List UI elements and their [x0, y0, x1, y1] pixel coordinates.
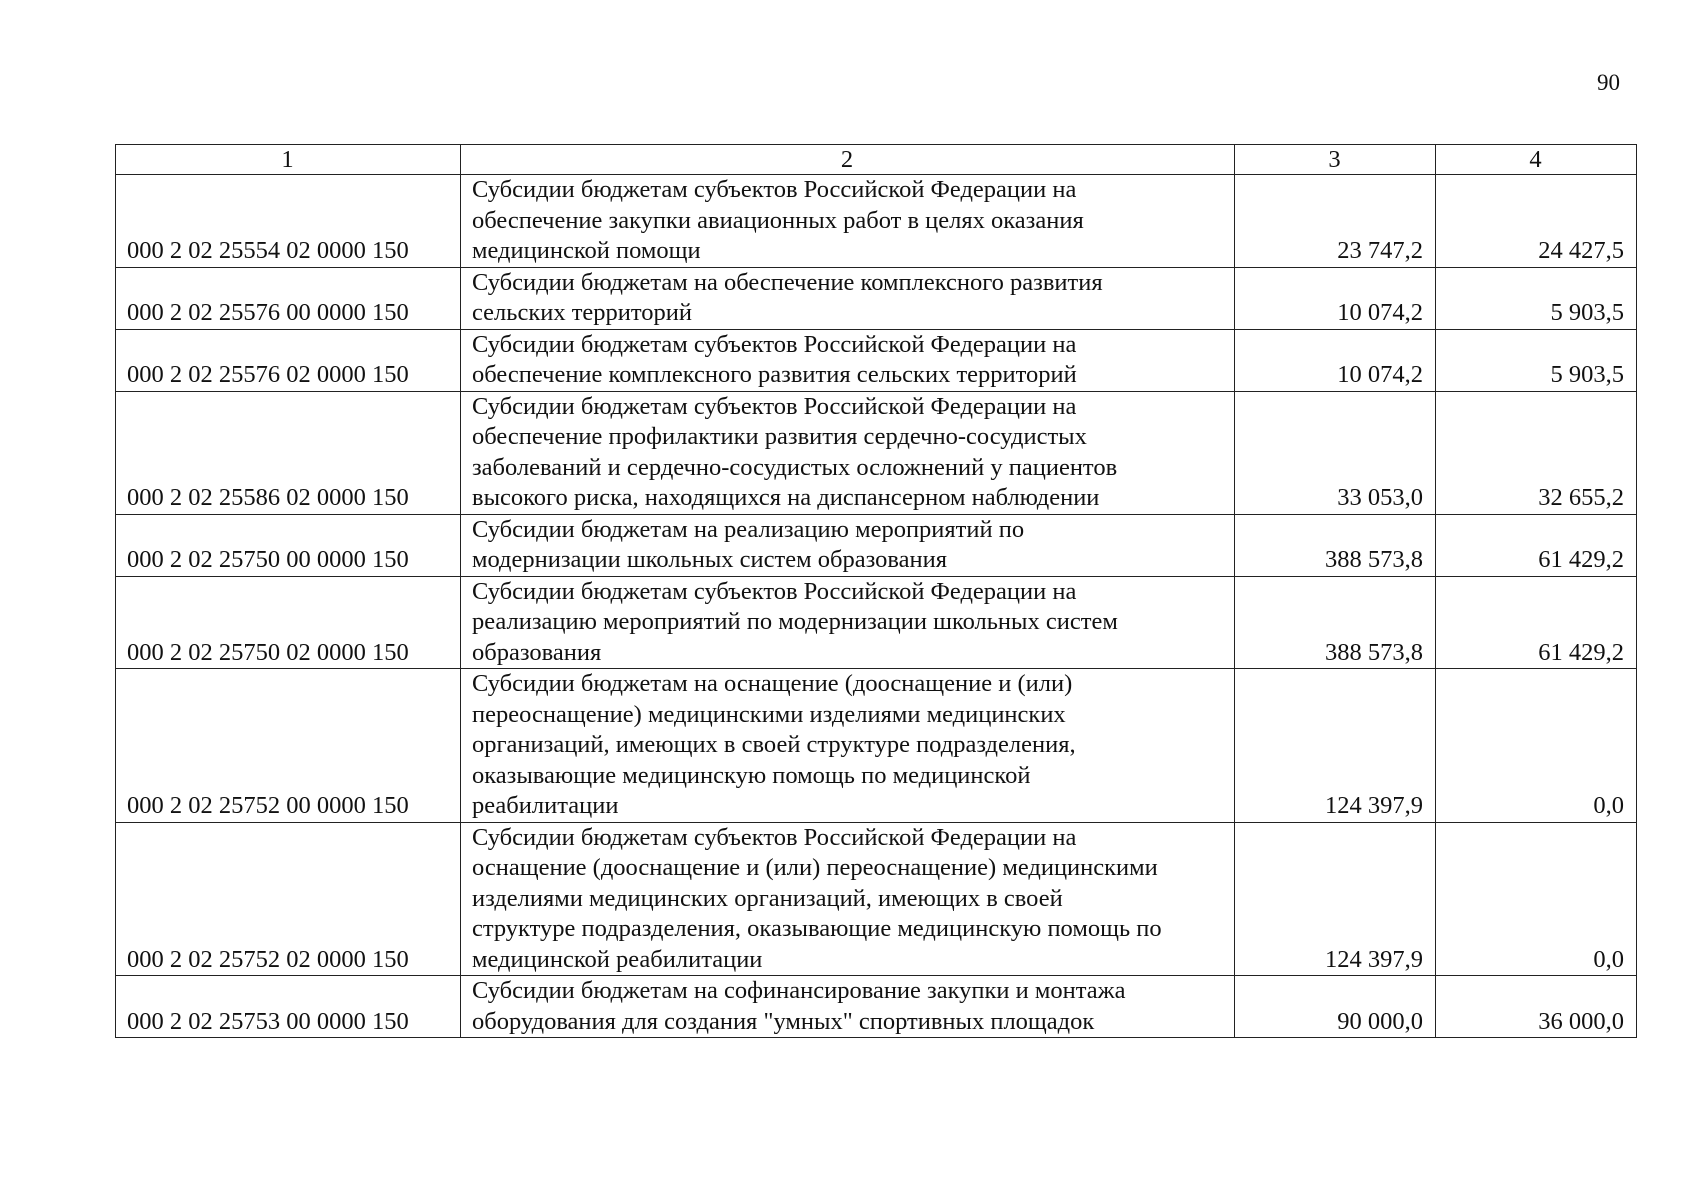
header-cell-4: 4: [1436, 145, 1637, 175]
description-line: изделиями медицинских организаций, имеющих в своей: [472, 884, 1063, 912]
description-cell: [461, 822, 1235, 976]
description-line: Субсидии бюджетам субъектов Российской Федерации на: [472, 823, 1077, 851]
budget-table: [115, 144, 1637, 1038]
header-cell-2: 2: [461, 145, 1235, 175]
table-header: [116, 145, 1637, 175]
table-row: [116, 669, 1637, 823]
description-line: обеспечение комплексного развития сельских территорий: [472, 361, 1077, 388]
budget-code-cell: 000 2 02 25752 02 0000 150: [116, 822, 461, 976]
table-row: [116, 514, 1637, 576]
table-row: [116, 329, 1637, 391]
description-cell: [461, 329, 1235, 391]
description-line: оказывающие медицинскую помощь по медицинской: [472, 761, 1031, 789]
page-number: 90: [1597, 70, 1620, 95]
amount-col4-cell: 61 429,2: [1436, 514, 1637, 576]
description-cell: [461, 976, 1235, 1038]
header-cell-3: 3: [1235, 145, 1436, 175]
amount-col4-cell: 5 903,5: [1436, 329, 1637, 391]
description-line: Субсидии бюджетам субъектов Российской Федерации на: [472, 330, 1077, 358]
table-row: [116, 175, 1637, 268]
amount-col3-cell: 10 074,2: [1235, 267, 1436, 329]
description-line: переоснащение) медицинскими изделиями медицинских: [472, 700, 1066, 728]
budget-code-cell: 000 2 02 25750 02 0000 150: [116, 576, 461, 669]
description-line: Субсидии бюджетам субъектов Российской Федерации на: [472, 176, 1077, 203]
description-line: модернизации школьных систем образования: [472, 546, 947, 573]
amount-col3-cell: 23 747,2: [1235, 175, 1436, 268]
description-line: высокого риска, находящихся на диспансерном наблюдении: [472, 484, 1100, 511]
amount-col3-cell: 388 573,8: [1235, 576, 1436, 669]
description-line: обеспечение профилактики развития сердечно-сосудистых: [472, 423, 1087, 450]
table-row: [116, 576, 1637, 669]
amount-col4-cell: 61 429,2: [1436, 576, 1637, 669]
amount-col3-cell: 10 074,2: [1235, 329, 1436, 391]
description-line: медицинской реабилитации: [472, 945, 763, 973]
budget-code-cell: 000 2 02 25576 02 0000 150: [116, 329, 461, 391]
budget-code-cell: 000 2 02 25750 00 0000 150: [116, 514, 461, 576]
description-cell: [461, 669, 1235, 823]
description-line: оснащение (дооснащение и (или) переоснащение) медицинскими: [472, 854, 1158, 881]
amount-col4-cell: 36 000,0: [1436, 976, 1637, 1038]
amount-col4-cell: 0,0: [1436, 669, 1637, 823]
header-row: [116, 145, 1637, 175]
budget-code-cell: 000 2 02 25554 02 0000 150: [116, 175, 461, 268]
description-cell: [461, 391, 1235, 514]
amount-col3-cell: 90 000,0: [1235, 976, 1436, 1038]
description-cell: [461, 576, 1235, 669]
amount-col3-cell: 124 397,9: [1235, 669, 1436, 823]
table-row: [116, 976, 1637, 1038]
description-line: Субсидии бюджетам на софинансирование закупки и монтажа: [472, 977, 1126, 1004]
amount-col3-cell: 388 573,8: [1235, 514, 1436, 576]
description-line: реализацию мероприятий по модернизации школьных систем: [472, 608, 1118, 635]
description-line: Субсидии бюджетам на реализацию мероприятий по: [472, 515, 1025, 543]
description-line: сельских территорий: [472, 299, 693, 326]
description-line: медицинской помощи: [472, 237, 701, 264]
amount-col3-cell: 33 053,0: [1235, 391, 1436, 514]
budget-code-cell: 000 2 02 25753 00 0000 150: [116, 976, 461, 1038]
amount-col4-cell: 24 427,5: [1436, 175, 1637, 268]
description-line: оборудования для создания "умных" спортивных площадок: [472, 1007, 1095, 1035]
amount-col3-cell: 124 397,9: [1235, 822, 1436, 976]
description-cell: [461, 267, 1235, 329]
description-line: Субсидии бюджетам на оснащение (дооснащение и (или): [472, 670, 1073, 697]
description-line: организаций, имеющих в своей структуре подразделения,: [472, 731, 1076, 758]
description-line: реабилитации: [472, 792, 619, 819]
budget-code-cell: 000 2 02 25586 02 0000 150: [116, 391, 461, 514]
budget-code-cell: 000 2 02 25576 00 0000 150: [116, 267, 461, 329]
budget-code-cell: 000 2 02 25752 00 0000 150: [116, 669, 461, 823]
table-body: [116, 175, 1637, 1038]
header-cell-1: 1: [116, 145, 461, 175]
table-row: [116, 822, 1637, 976]
description-cell: [461, 175, 1235, 268]
table-row: [116, 391, 1637, 514]
description-line: заболеваний и сердечно-сосудистых осложнений у пациентов: [472, 453, 1118, 481]
amount-col4-cell: 32 655,2: [1436, 391, 1637, 514]
description-line: Субсидии бюджетам субъектов Российской Федерации на: [472, 577, 1077, 605]
description-line: Субсидии бюджетам на обеспечение комплексного развития: [472, 268, 1103, 296]
description-line: структуре подразделения, оказывающие медицинскую помощь по: [472, 915, 1162, 942]
amount-col4-cell: 0,0: [1436, 822, 1637, 976]
table-row: [116, 267, 1637, 329]
amount-col4-cell: 5 903,5: [1436, 267, 1637, 329]
description-line: образования: [472, 638, 602, 666]
description-line: Субсидии бюджетам субъектов Российской Федерации на: [472, 392, 1077, 420]
description-line: обеспечение закупки авиационных работ в целях оказания: [472, 206, 1084, 234]
description-cell: [461, 514, 1235, 576]
